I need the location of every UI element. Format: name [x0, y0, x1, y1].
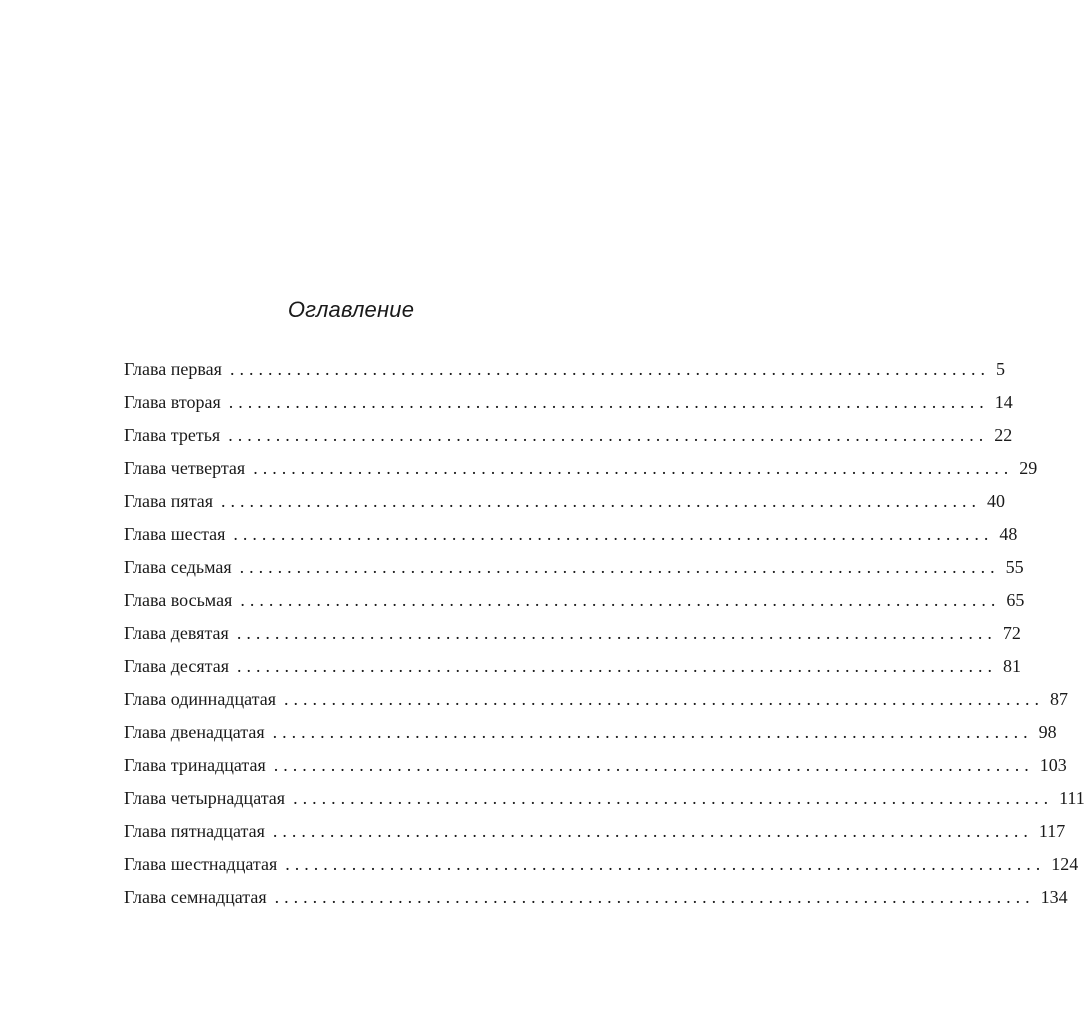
- toc-entry-page: 72: [1002, 623, 1021, 643]
- toc-entry-page: 98: [1038, 722, 1057, 742]
- toc-entry-page: 14: [994, 392, 1013, 412]
- toc-entry-label: Глава четвертая: [124, 458, 246, 478]
- dot-leader: ................................................................................: [293, 788, 1054, 808]
- dot-leader: ................................................................................: [236, 623, 997, 643]
- dot-leader: ................................................................................: [228, 425, 989, 445]
- toc-entry-label: Глава третья: [124, 425, 221, 445]
- dot-leader: ................................................................................: [221, 491, 982, 511]
- toc-entry-page: 81: [1003, 656, 1021, 676]
- toc-entry-label: Глава вторая: [124, 392, 221, 412]
- toc-entry[interactable]: [124, 687, 1068, 720]
- toc-entry[interactable]: [124, 390, 1013, 423]
- dot-leader: ................................................................................: [283, 689, 1044, 709]
- toc-entry-page: 87: [1049, 689, 1068, 709]
- toc-entry-page: 55: [1005, 557, 1024, 577]
- toc-title: Оглавление: [287, 296, 415, 322]
- toc-entry-label: Глава пятнадцатая: [124, 821, 265, 841]
- toc-entry[interactable]: [124, 522, 1018, 555]
- toc-entry-label: Глава пятая: [124, 491, 214, 511]
- toc-entry-label: Глава шестнадцатая: [124, 854, 278, 874]
- dot-leader: ................................................................................: [229, 359, 990, 379]
- toc-entry-page: 103: [1039, 755, 1067, 775]
- toc-entry-label: Глава десятая: [124, 656, 229, 676]
- dot-leader: ................................................................................: [253, 458, 1014, 478]
- toc-entry[interactable]: [124, 588, 1025, 621]
- toc-entry-label: Глава семнадцатая: [124, 887, 267, 907]
- toc-entry[interactable]: [124, 456, 1038, 489]
- toc-entry[interactable]: [124, 555, 1024, 588]
- dot-leader: ................................................................................: [285, 854, 1046, 874]
- toc-entry[interactable]: [124, 885, 1068, 918]
- toc-entry[interactable]: [124, 852, 1079, 885]
- toc-entry-page: 22: [994, 425, 1013, 445]
- dot-leader: ................................................................................: [228, 392, 989, 412]
- toc-entry-label: Глава четырнадцатая: [124, 788, 286, 808]
- toc-entry-page: 48: [999, 524, 1018, 544]
- toc-entry-page: 134: [1040, 887, 1068, 907]
- dot-leader: ................................................................................: [239, 557, 1000, 577]
- dot-leader: ................................................................................: [240, 590, 1001, 610]
- toc-entry-label: Глава одиннадцатая: [124, 689, 276, 709]
- toc-entry-label: Глава тринадцатая: [124, 755, 266, 775]
- dot-leader: ................................................................................: [272, 722, 1033, 742]
- toc-entry[interactable]: [124, 423, 1013, 456]
- toc-entry[interactable]: [124, 654, 1021, 687]
- toc-entry-page: 29: [1019, 458, 1038, 478]
- dot-leader: ................................................................................: [274, 887, 1035, 907]
- toc-entry-label: Глава первая: [124, 359, 222, 379]
- toc-entry[interactable]: [124, 357, 1005, 390]
- toc-entry-page: 117: [1038, 821, 1066, 841]
- toc-entry-label: Глава седьмая: [124, 557, 232, 577]
- toc-entry-page: 65: [1006, 590, 1025, 610]
- dot-leader: ................................................................................: [237, 656, 997, 676]
- dot-leader: ................................................................................: [273, 755, 1034, 775]
- toc-entry-page: 111: [1059, 788, 1085, 808]
- toc-entry[interactable]: [124, 753, 1067, 786]
- toc-entry[interactable]: [124, 720, 1057, 753]
- toc-entry-label: Глава двенадцатая: [124, 722, 265, 742]
- dot-leader: ................................................................................: [233, 524, 994, 544]
- toc-entry[interactable]: [124, 621, 1021, 654]
- toc-entry-page: 5: [995, 359, 1005, 379]
- toc-entry-label: Глава девятая: [124, 623, 229, 643]
- toc-entry[interactable]: [124, 786, 1085, 819]
- dot-leader: ................................................................................: [272, 821, 1033, 841]
- toc-entry-page: 124: [1051, 854, 1079, 874]
- toc-entry[interactable]: [124, 489, 1006, 522]
- toc-entry-label: Глава восьмая: [124, 590, 233, 610]
- table-of-contents: [124, 357, 1085, 918]
- toc-entry-label: Глава шестая: [124, 524, 226, 544]
- toc-entry-page: 40: [987, 491, 1006, 511]
- toc-entry[interactable]: [124, 819, 1066, 852]
